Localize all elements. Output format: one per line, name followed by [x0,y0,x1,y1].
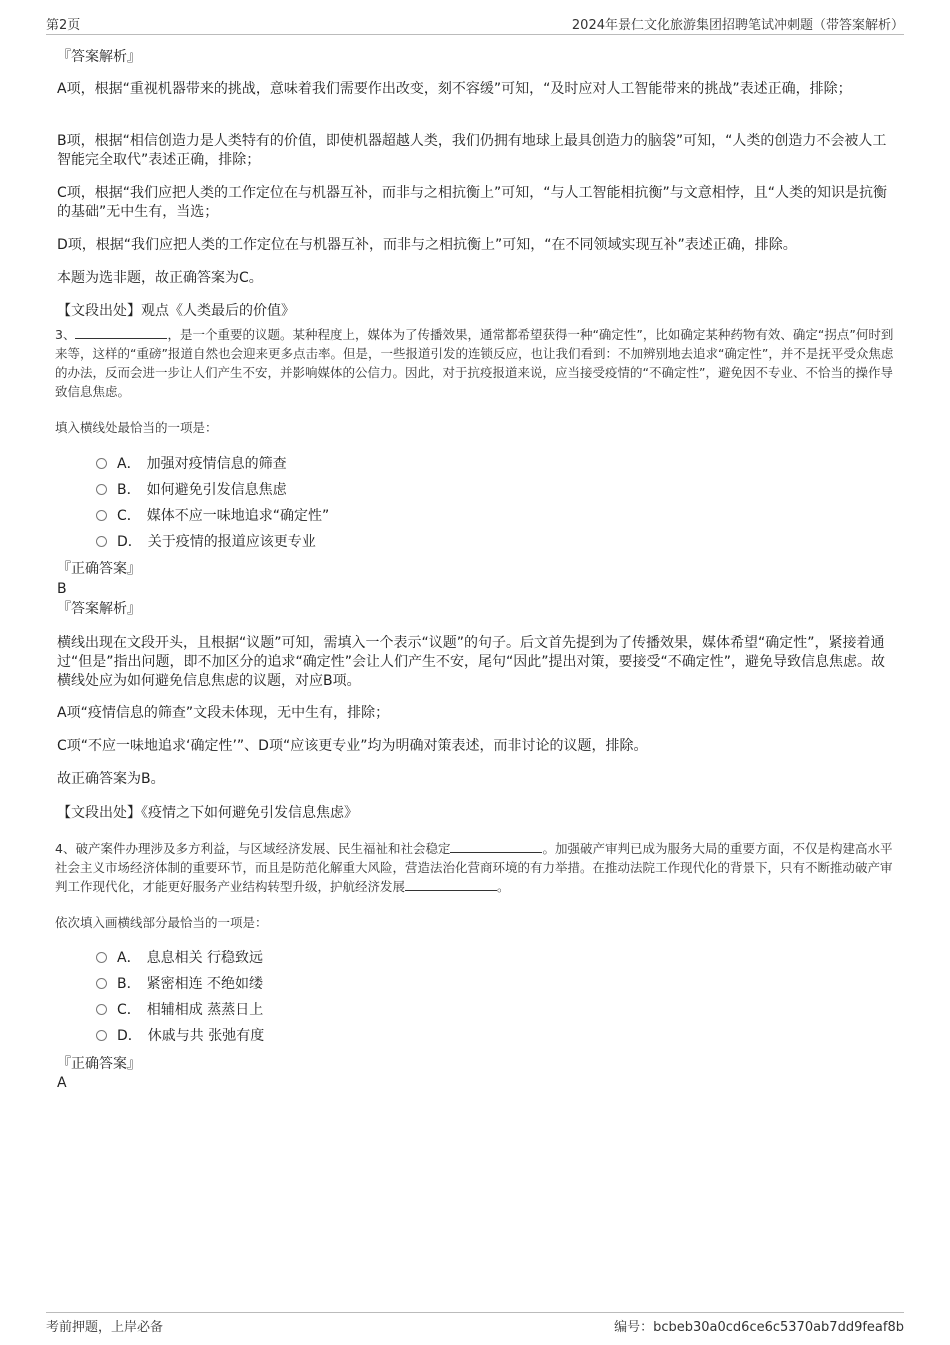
q3-passage-text: ，是一个重要的议题。某种程度上，媒体为了传播效果，通常都希望获得一种“确定性”，比如确定某种药物有效、确定“拐点”何时到来等，这样的“重磅”报道自然也会迎来更多点击率。但是，一些报道引发的连锁反应，也让我们看到：不加辨别地去追求“确定性”，并不是抚平受众焦虑的办法，反而会进一步让人们产生不安，并影响媒体的公信力。因此，对于抗疫报道来说，应当接受疫情的“不确定性”，避免因不专业、不恰当的操作导致信息焦虑。 [55,327,894,399]
radio-icon[interactable] [96,484,107,495]
q2-analysis-b: B项，根据“相信创造力是人类特有的价值，即使机器超越人类，我们仍拥有地球上最具创造力的脑袋”可知，“人类的创造力不会被人工智能完全取代”表述正确，排除； [57,133,887,168]
q3-prompt: 填入横线处最恰当的一项是： [55,420,218,435]
q3-number: 3、 [55,327,76,342]
q2-analysis-d: D项，根据“我们应把人类的工作定位在与机器互补，而非与之相抗衡上”可知，“在不同领域实现互补”表述正确，排除。 [57,237,797,253]
page-footer [46,1312,904,1337]
q4-passage: 4、破产案件办理涉及多方利益，与区域经济发展、民生福祉和社会稳定 。加强破产审判已成为服务大局的重要方面，不仅是构建高水平社会主义市场经济体制的重要环节，而且是防范化解重大风险，营造法治化营商环境的有力举措。在推动法院工作现代化的背景下，只有不断推动破产审判工作现代化，才能更好服务产业结构转型升级，护航经济发展 。 [55,841,893,894]
radio-icon[interactable] [96,458,107,469]
q3-option-a[interactable]: A． 加强对疫情信息的筛查 [96,455,287,473]
q2-analysis-a: A项，根据“重视机器带来的挑战，意味着我们需要作出改变，刻不容缓”可知，“及时应对人工智能带来的挑战”表述正确，排除； [57,81,852,97]
q3-answer-heading: 『正确答案』 [57,561,141,577]
q4-option-a[interactable]: A． 息息相关 行稳致远 [96,949,263,967]
radio-icon[interactable] [96,978,107,989]
page-header [46,14,904,35]
radio-icon[interactable] [96,510,107,521]
q4-blank-2 [405,878,497,891]
document-id: 编号：bcbeb30a0cd6ce6c5370ab7dd9feaf8b [614,1320,904,1335]
q4-passage-text-2: 。加强破产审判已成为服务大局的重要方面，不仅是构建高水平社会主义市场经济体制的重要环节，而且是防范化解重大风险，营造法治化营商环境的有力举措。在推动法院工作现代化的背景下，只有不断推动破产审判工作现代化，才能更好服务产业结构转型升级，护航经济发展 [55,841,893,894]
page-number: 第2页 [46,18,81,33]
q3-conclusion: 故正确答案为B。 [57,771,165,787]
q4-answer: A [57,1075,67,1091]
q3-option-c[interactable]: C． 媒体不应一味地追求“确定性” [96,507,329,525]
q3-passage [55,325,897,401]
radio-icon[interactable] [96,952,107,963]
q3-option-b[interactable]: B． 如何避免引发信息焦虑 [96,481,287,499]
q3-analysis-2: A项“疫情信息的筛查”文段未体现，无中生有，排除； [57,705,390,721]
q2-source: 【文段出处】观点《人类最后的价值》 [57,303,295,319]
q4-passage-text-1: 4、破产案件办理涉及多方利益，与区域经济发展、民生福祉和社会稳定 [55,841,451,856]
q3-analysis-heading: 『答案解析』 [57,601,141,617]
q3-analysis-1: 横线出现在文段开头，且根据“议题”可知，需填入一个表示“议题”的句子。后文首先提到为了传播效果，媒体希望“确定性”，紧接着通过“但是”指出问题，即不加区分的追求“确定性”会让人们产生不安，尾句“因此”提出对策，要接受“不确定性”，避免导致信息焦虑。故横线处应为如何避免信息焦虑的议题，对应B项。 [57,635,886,689]
radio-icon[interactable] [96,1004,107,1015]
q2-conclusion: 本题为选非题，故正确答案为C。 [57,270,263,286]
radio-icon[interactable] [96,536,107,547]
q4-prompt: 依次填入画横线部分最恰当的一项是： [55,915,268,930]
q3-source: 【文段出处】《疫情之下如何避免引发信息焦虑》 [57,805,358,821]
q2-analysis-heading: 『答案解析』 [57,49,141,65]
q3-analysis-3: C项“不应一味地追求‘确定性’”、D项“应该更专业”均为明确对策表述，而非讨论的议题，排除。 [57,738,648,754]
footer-slogan: 考前押题，上岸必备 [46,1320,164,1335]
q3-blank [75,326,167,339]
q3-option-d[interactable]: D． 关于疫情的报道应该更专业 [96,533,316,551]
q4-option-d[interactable]: D． 休戚与共 张弛有度 [96,1027,264,1045]
q2-analysis-c: C项，根据“我们应把人类的工作定位在与机器互补，而非与之相抗衡上”可知，“与人工智能相抗衡”与文意相悖，且“人类的知识是抗衡的基础”无中生有，当选； [57,185,888,220]
document-title: 2024年景仁文化旅游集团招聘笔试冲刺题（带答案解析） [571,18,904,33]
q4-option-c[interactable]: C． 相辅相成 蒸蒸日上 [96,1001,263,1019]
q4-blank-1 [450,840,542,853]
q4-option-b[interactable]: B． 紧密相连 不绝如缕 [96,975,263,993]
q3-answer: B [57,581,67,597]
radio-icon[interactable] [96,1030,107,1041]
q4-answer-heading: 『正确答案』 [57,1056,141,1072]
